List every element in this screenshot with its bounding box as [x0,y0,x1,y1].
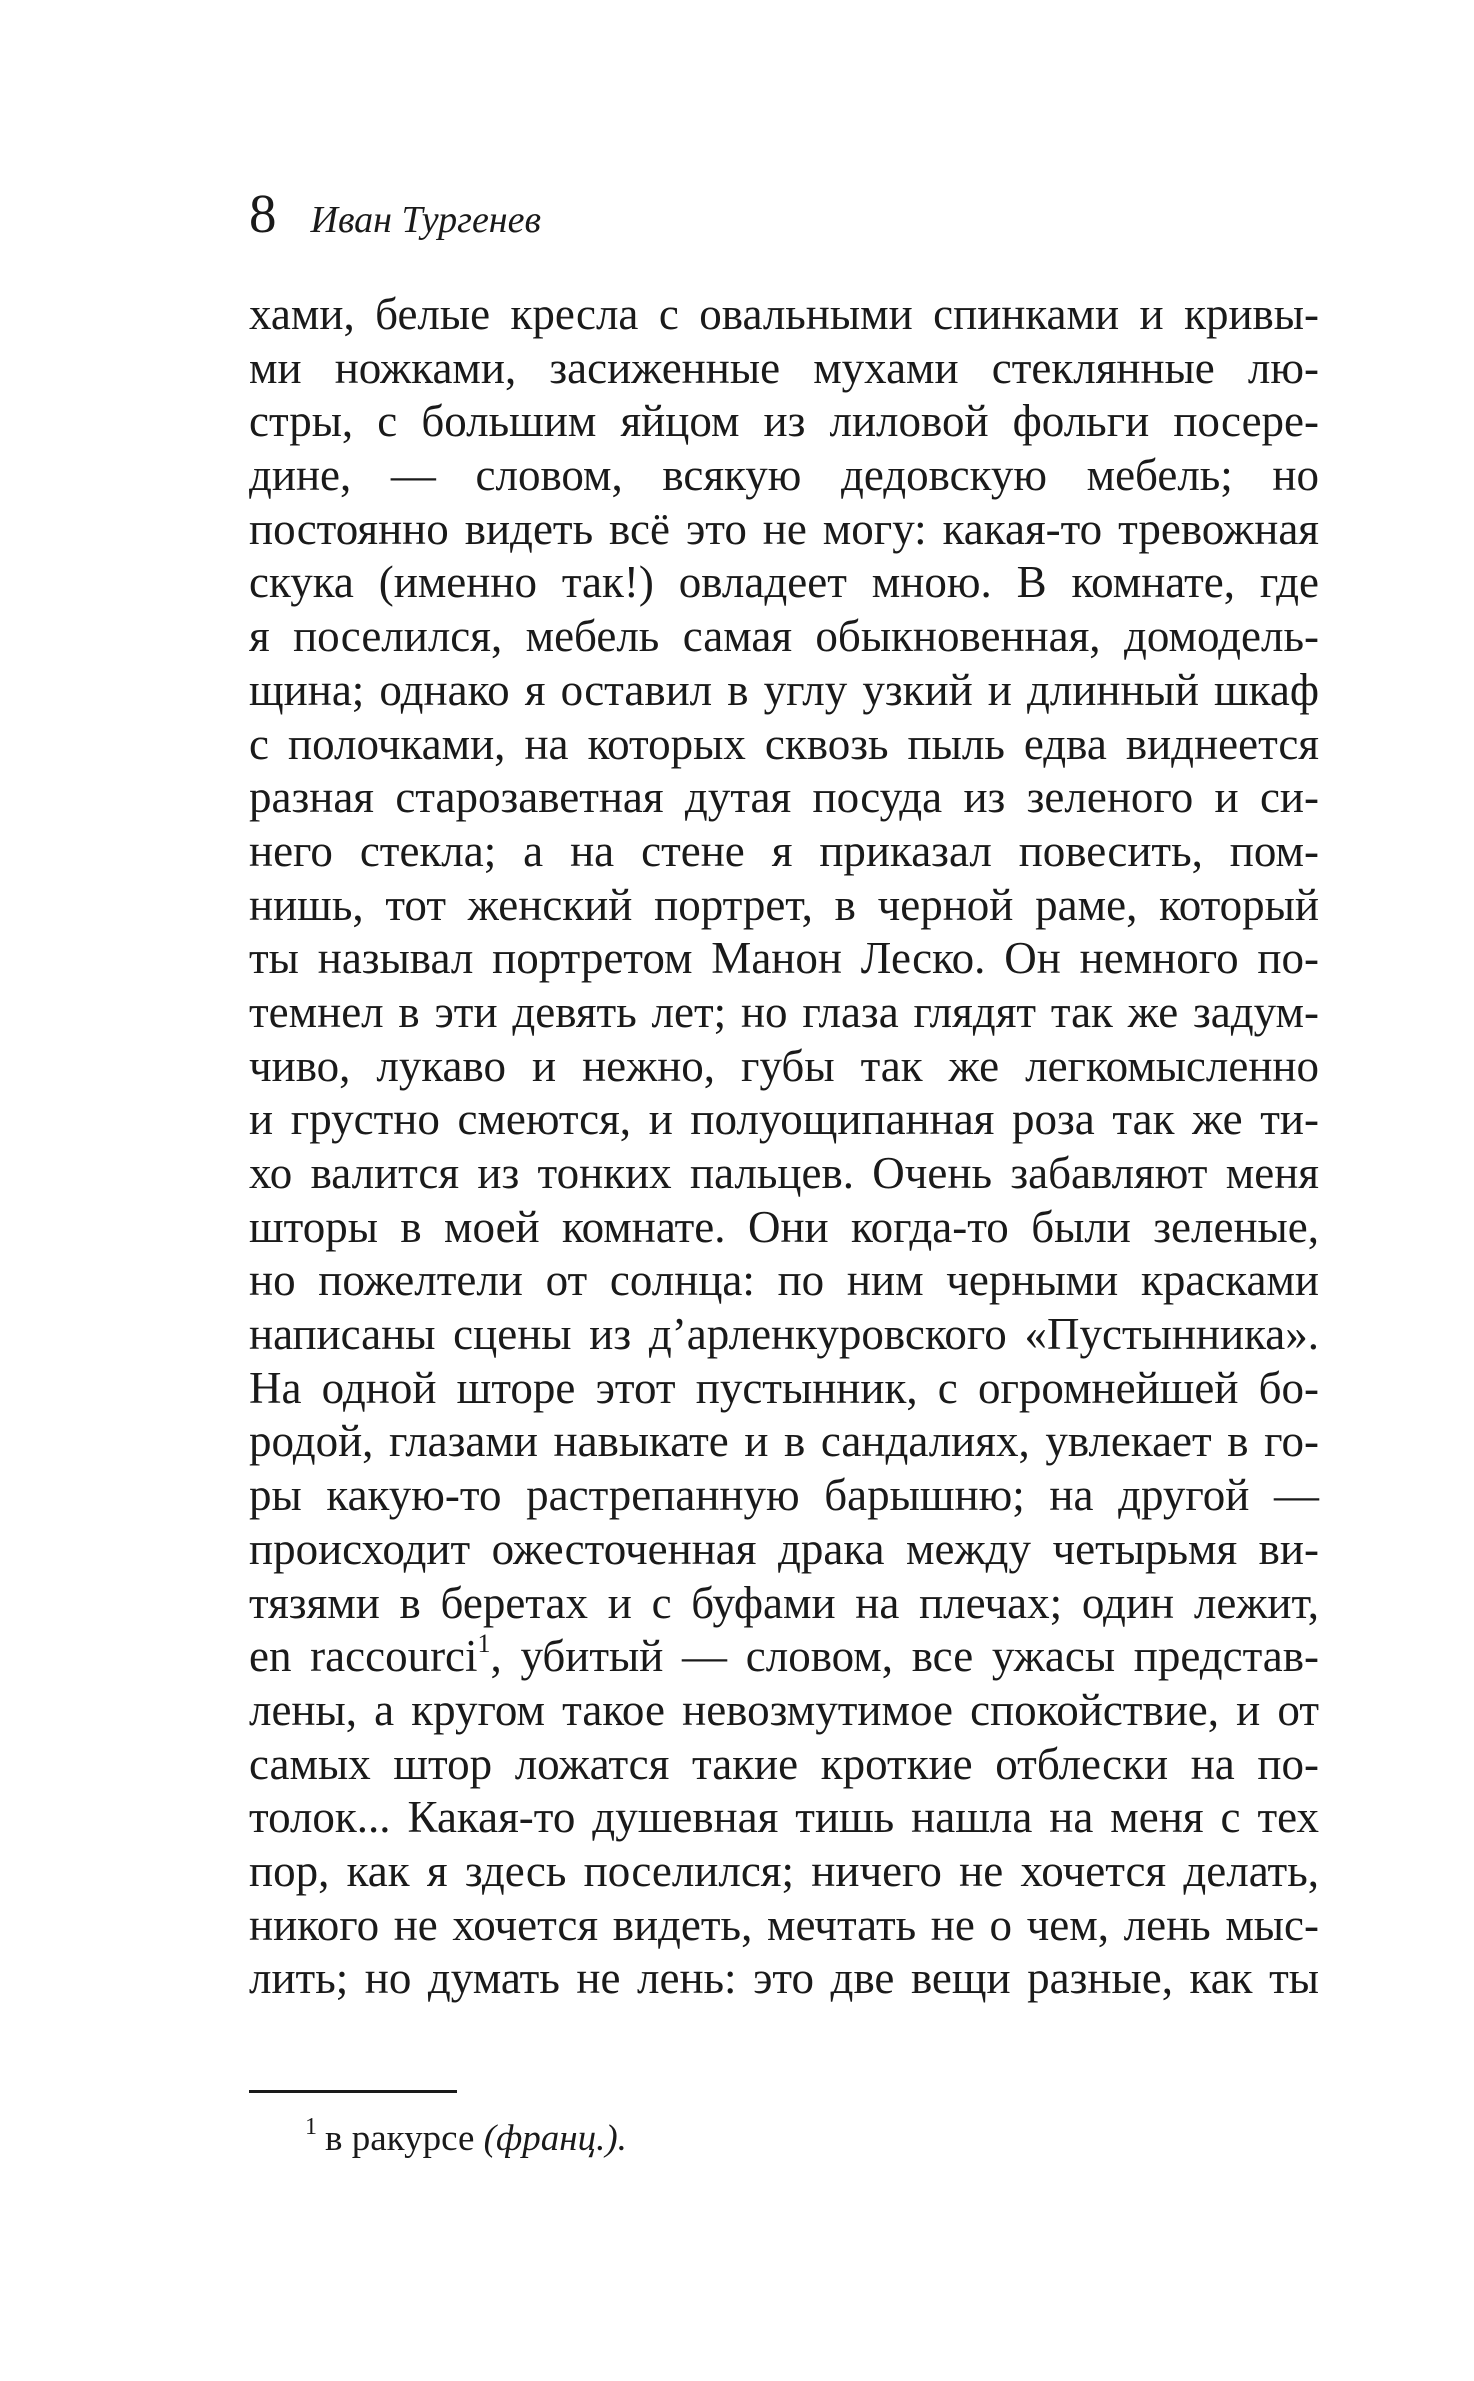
text-line: разная старозаветная дутая посуда из зеленого и си- [249,772,1319,823]
footnote-language-note: (франц.). [483,2118,627,2159]
text-line: и грустно смеются, и полуощипанная роза так же ти- [249,1094,1319,1145]
text-line: скука (именно так!) овладеет мною. В комнате, где [249,557,1319,608]
text-line: лить; но думать не лень: это две вещи разные, как ты [249,1953,1319,2004]
footnote-text: в ракурсе [325,2118,484,2159]
text-line: родой, глазами навыкате и в сандалиях, увлекает в го- [249,1416,1319,1467]
footnote-anchor-text: en raccourci [249,1631,478,1682]
running-head [249,183,542,244]
text-line: постоянно видеть всё это не могу: какая-то тревожная [249,503,1319,554]
text-line: ры какую-то растрепанную барышню; на другой — [249,1470,1319,1521]
text-line: хо валится из тонких пальцев. Очень забавляют меня [249,1148,1319,1198]
footnote-separator [249,2090,457,2093]
text-line: с полочками, на которых сквозь пыль едва виднеется [249,718,1319,769]
text-line-rest: , убитый — словом, все ужасы представ- [490,1631,1320,1682]
page-number: 8 [249,183,277,244]
text-line-with-footnote-ref [249,1630,1319,1684]
text-line: но пожелтели от солнца: по ним черными красками [249,1255,1319,1306]
text-line: На одной шторе этот пустынник, с огромнейшей бо- [249,1362,1319,1413]
footnote-number: 1 [305,2114,317,2140]
text-line: него стекла; а на стене я приказал повесить, пом- [249,825,1319,876]
text-line: я поселился, мебель самая обыкновенная, домодель- [249,611,1319,662]
running-head-author: Иван Тургенев [310,199,542,241]
text-line: пор, как я здесь поселился; ничего не хочется делать, [249,1845,1319,1896]
text-line: стры, с большим яйцом из лиловой фольги посере- [249,396,1319,447]
text-line: происходит ожесточенная драка между четырьмя ви- [249,1523,1319,1574]
text-line: щина; однако я оставил в углу узкий и длинный шкаф [249,664,1319,715]
text-line: лены, а кругом такое невозмутимое спокойствие, и от [249,1684,1319,1735]
text-line: самых штор ложатся такие кроткие отблески на по- [249,1738,1319,1789]
text-line: чиво, лукаво и нежно, губы так же легкомысленно [249,1040,1319,1091]
text-line: шторы в моей комнате. Они когда-то были зеленые, [249,1201,1319,1252]
text-line: темнел в эти девять лет; но глаза глядят так же задум- [249,986,1319,1037]
body-text [249,288,1319,2006]
text-line: написаны сцены из д’арленкуровского «Пустынника». [249,1309,1319,1360]
text-line: толок... Какая-то душевная тишь нашла на меня с тех [249,1792,1319,1843]
text-line: тязями в беретах и с буфами на плечах; один лежит, [249,1577,1319,1628]
text-line: хами, белые кресла с овальными спинками и кривы- [249,289,1319,339]
text-line: дине, — словом, всякую дедовскую мебель; но [249,450,1319,501]
text-line: ты называл портретом Манон Леско. Он немного по- [249,933,1319,984]
footnote [305,2114,627,2161]
footnote-reference[interactable]: 1 [477,1629,491,1659]
text-line: ми ножками, засиженные мухами стеклянные лю- [249,342,1319,393]
text-line: никого не хочется видеть, мечтать не о чем, лень мыс- [249,1899,1319,1950]
text-line: нишь, тот женский портрет, в черной раме, который [249,879,1319,930]
